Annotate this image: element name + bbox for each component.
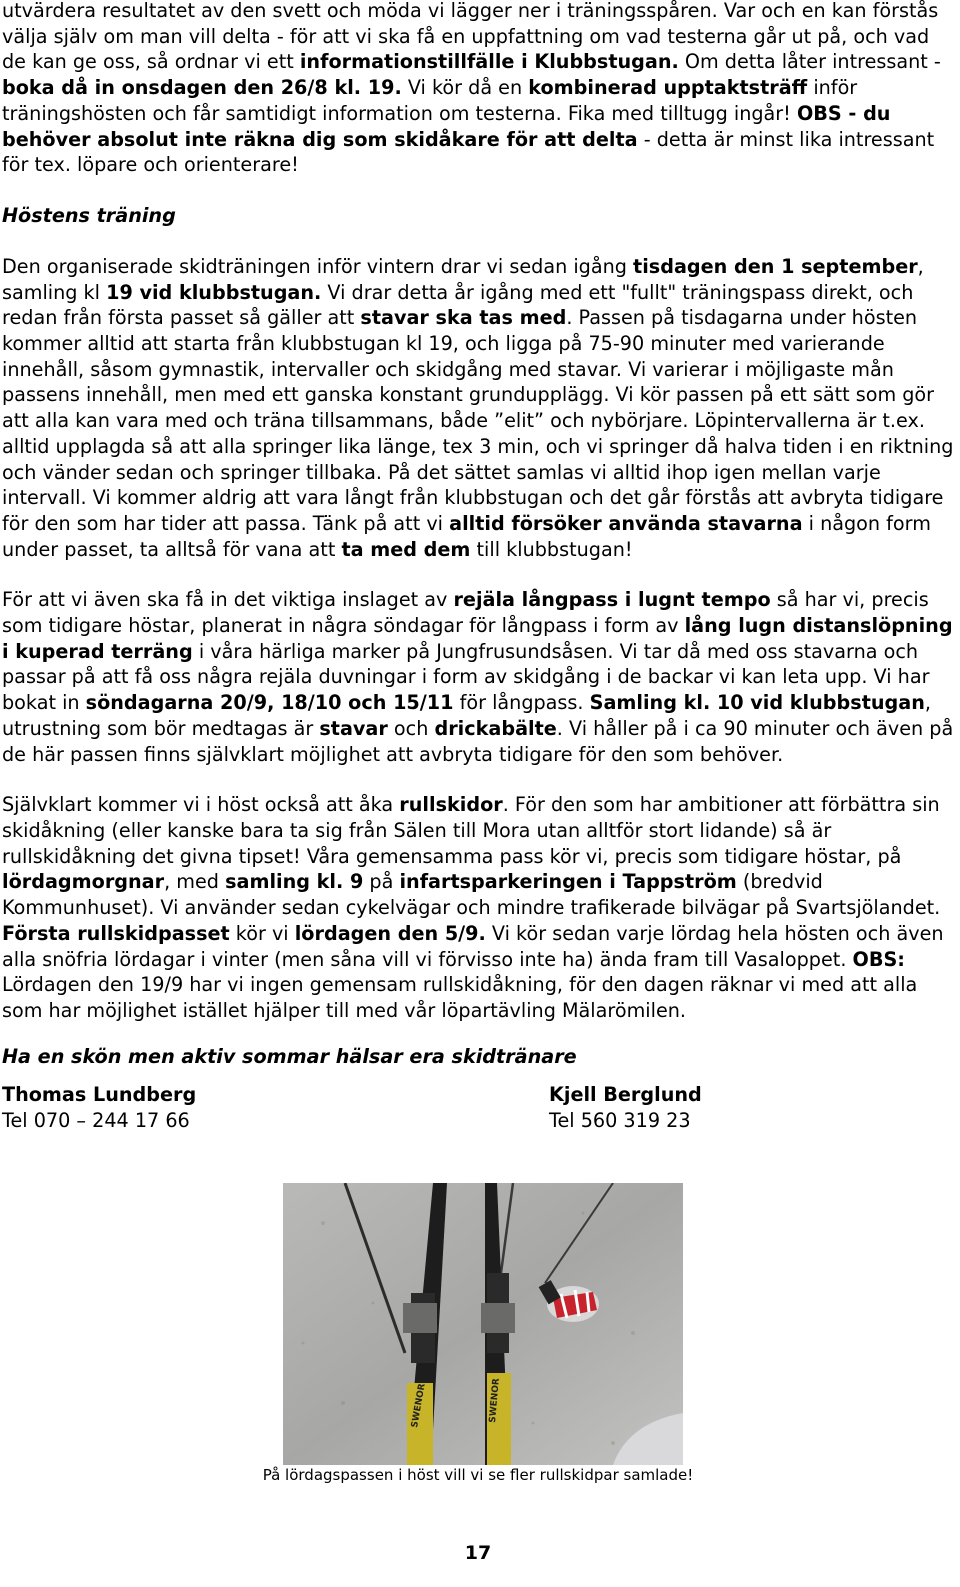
text-run: till klubbstugan! bbox=[470, 537, 633, 561]
bold-text-run: alltid försöker använda stavarna bbox=[449, 511, 803, 535]
text-run: Om detta låter intressant - bbox=[678, 50, 941, 74]
bold-text-run: rejäla långpass i lugnt tempo bbox=[453, 588, 771, 612]
text-run: , med bbox=[164, 870, 226, 894]
bold-text-run: kombinerad upptaktsträff bbox=[528, 76, 808, 100]
text-run: för långpass. bbox=[453, 691, 590, 715]
bold-text-run: ta med dem bbox=[341, 537, 471, 561]
text-run: . Vi håller på i ca 90 minuter och även på de här passen finns självklart möjlighet att avbryta tidigare för den som behöver. bbox=[2, 716, 954, 766]
bold-text-run: Första rullskidpasset bbox=[2, 921, 230, 945]
text-run: och bbox=[387, 716, 435, 740]
text-run: kör vi bbox=[229, 921, 295, 945]
text-run: Vi kör sedan varje lördag hela hösten och även alla snöfria lördagar i vinter (men såna vill vi förvisso inte ha) ända fram till Vasaloppet. bbox=[2, 921, 944, 971]
rollerski-paragraph bbox=[2, 792, 954, 1023]
bold-text-run: 19 vid klubbstugan. bbox=[106, 280, 322, 304]
signature-name-1: Thomas Lundberg bbox=[2, 1082, 197, 1106]
rollerski-photo bbox=[283, 1183, 683, 1465]
text-run: (bredvid Kommunhuset). Vi använder sedan cykelvägar och mindre trafikerade bilvägar på Svartsjölandet. bbox=[2, 870, 941, 920]
text-run: - detta är minst lika intressant för tex. löpare och orienterare! bbox=[2, 127, 935, 177]
text-run: , utrustning som bör medtagas är bbox=[2, 691, 931, 740]
bold-text-run: söndagarna 20/9, 18/10 och 15/11 bbox=[85, 691, 454, 715]
text-run: , samling kl bbox=[2, 254, 924, 304]
text-run: Vi kör då en bbox=[401, 76, 529, 100]
page-number: 17 bbox=[464, 1542, 492, 1564]
text-run: För att vi även ska få in det viktiga inslaget av bbox=[2, 588, 454, 612]
bold-text-run: boka då in onsdagen den 26/8 kl. 19. bbox=[2, 76, 402, 100]
bold-text-run: rullskidor bbox=[399, 793, 503, 817]
ski-logo-left: SWENOR bbox=[410, 1382, 428, 1429]
greeting: Ha en skön men aktiv sommar hälsar era skidtränare bbox=[2, 1044, 577, 1068]
signature-names bbox=[2, 1082, 954, 1108]
bold-text-run: stavar bbox=[319, 716, 388, 740]
bold-text-run: drickabälte bbox=[434, 716, 557, 740]
text-run: utvärdera resultatet av den svett och möda vi lägger ner i träningsspåren. Var och en kan förstås välja själv om man vill delta - för att vi ska få en uppfattning om vad testerna går ut på, och vad de kan ge oss, så ordnar vi ett bbox=[2, 0, 939, 74]
photo-caption: På lördagspassen i höst vill vi se fler rullskidpar samlade! bbox=[262, 1466, 694, 1484]
bold-text-run: lördagmorgnar bbox=[2, 870, 165, 894]
signature-tel-1: Tel 070 – 244 17 66 bbox=[2, 1108, 190, 1132]
text-run: . Passen på tisdagarna under hösten kommer alltid att starta från klubbstugan kl 19, och ligga på 75-90 minuter med varierande innehåll, såsom gymnastik, intervaller och skidgång med stavar. Vi varierar i möjligaste mån passens innehåll, men med ett ganska konstant grundupplägg. Vi kör passen på ett sätt som gör att alla kan vara med och träna tillsammans, både ”elit” och nybörjare. Löpintervallerna är t.ex. alltid upplagda så att alla springer lika länge, tex 3 min, och vi springer då halva tiden i en riktning och vänder sedan och springer tillbaka. På det sättet samlas vi alltid ihop igen mellan varje intervall. Vi kommer aldrig att vara långt från klubbstugan och det går förstås att avbryta tidigare för den som har tider att passa. Tänk på att vi bbox=[2, 306, 954, 535]
section-heading: Höstens träning bbox=[2, 203, 176, 227]
bold-text-run: infartsparkeringen i Tappström bbox=[399, 870, 737, 894]
text-run: Den organiserade skidträningen inför vintern drar vi sedan igång bbox=[2, 254, 634, 278]
bold-text-run: tisdagen den 1 september bbox=[633, 254, 918, 278]
text-run: Vi drar detta år igång med ett "fullt" träningspass direkt, och redan från första passet så gäller att bbox=[2, 280, 914, 330]
bold-text-run: informationstillfälle i Klubbstugan. bbox=[299, 50, 679, 74]
text-run: på bbox=[363, 870, 400, 894]
text-run: så har vi, precis som tidigare höstar, planerat in några söndagar för långpass i form av bbox=[2, 588, 929, 638]
text-run: Lördagen den 19/9 har vi ingen gemensam rullskidåkning, för den dagen räknar vi med att alla som har möjlighet istället hjälper till med vår löpartävling Mälarömilen. bbox=[2, 973, 918, 1022]
bold-text-run: OBS - du behöver absolut inte räkna dig som skidåkare för att delta bbox=[2, 101, 891, 151]
signature-name-2: Kjell Berglund bbox=[549, 1082, 702, 1106]
bold-text-run: lördagen den 5/9. bbox=[294, 921, 486, 945]
signature-tel-2: Tel 560 319 23 bbox=[549, 1108, 691, 1132]
document-page bbox=[2, 0, 954, 1134]
text-run: . För den som har ambitioner att förbättra sin skidåkning (eller kanske bara ta sig från Sälen till Mora utan alltför stort lidande) så är rullskidåkning det givna tipset! Våra gemensamma pass kör vi, precis som tidigare höstar, på bbox=[2, 793, 940, 868]
text-run: Självklart kommer vi i höst också att åka bbox=[2, 793, 400, 817]
bold-text-run: samling kl. 9 bbox=[225, 870, 364, 894]
bold-text-run: stavar ska tas med bbox=[360, 306, 567, 330]
autumn-training-paragraph bbox=[2, 254, 954, 562]
bold-text-run: lång lugn distanslöpning i kuperad terräng bbox=[2, 614, 953, 663]
bold-text-run: Samling kl. 10 vid klubbstugan bbox=[589, 691, 925, 715]
text-run: i någon form under passet, ta alltså för vana att bbox=[2, 511, 931, 561]
intro-paragraph bbox=[2, 0, 954, 178]
bold-text-run: OBS: bbox=[852, 947, 905, 971]
text-run: i våra härliga marker på Jungfrusundsåsen. Vi tar då med oss stavarna och passar på att få oss några rejäla duvningar i form av skidgång i de backar vi kan leta upp. Vi har bokat in bbox=[2, 639, 930, 715]
text-run: inför träningshösten och får samtidigt information om testerna. Fika med tilltugg ingår! bbox=[2, 76, 858, 125]
signature-phones bbox=[2, 1108, 954, 1134]
ski-logo-right: SWENOR bbox=[488, 1377, 502, 1424]
long-run-paragraph bbox=[2, 587, 954, 767]
